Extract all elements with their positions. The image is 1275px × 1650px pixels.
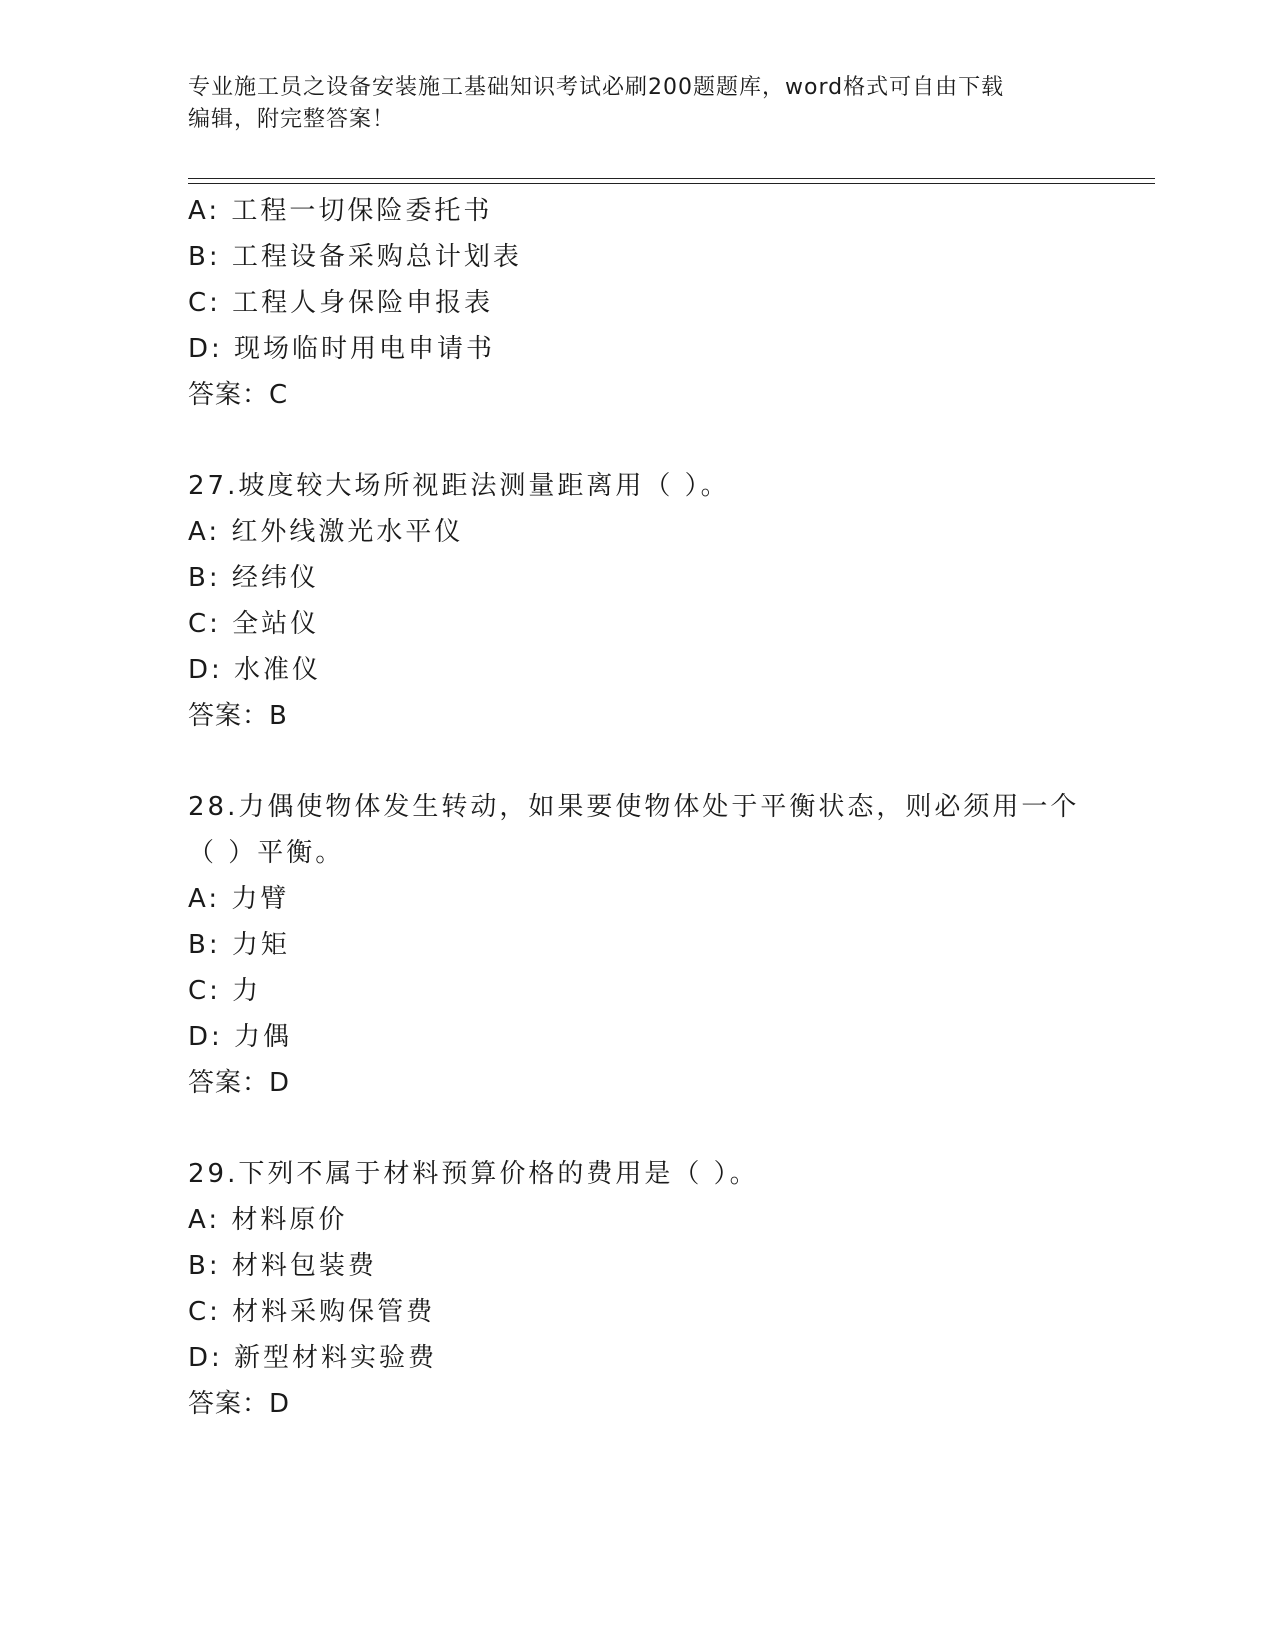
spacer <box>188 418 1148 463</box>
option-c: C: 力 <box>188 976 262 1006</box>
option-d: D: 新型材料实验费 <box>188 1343 438 1373</box>
option-a: A: 力臂 <box>188 884 290 914</box>
answer-line: 答案：D <box>188 1389 291 1419</box>
question-stem: 29.下列不属于材料预算价格的费用是（ ）。 <box>188 1159 759 1189</box>
answer-line: 答案：C <box>188 380 289 410</box>
header-rule-bottom <box>188 183 1155 184</box>
question-stem: 28.力偶使物体发生转动，如果要使物体处于平衡状态，则必须用一个 <box>188 792 1080 822</box>
header-rule-top <box>188 178 1155 179</box>
question-29 <box>188 1151 1148 1427</box>
option-d: D: 力偶 <box>188 1022 293 1052</box>
question-list <box>188 188 1148 1427</box>
option-b: B: 经纬仪 <box>188 563 319 593</box>
option-c: C: 全站仪 <box>188 609 320 639</box>
question-27 <box>188 463 1148 739</box>
option-b: B: 材料包装费 <box>188 1251 377 1281</box>
answer-line: 答案：B <box>188 701 288 731</box>
option-b: B: 工程设备采购总计划表 <box>188 242 522 272</box>
answer-line: 答案：D <box>188 1068 291 1098</box>
spacer <box>188 739 1148 784</box>
option-d: D: 现场临时用电申请书 <box>188 334 496 364</box>
question-26 <box>188 188 1148 418</box>
option-d: D: 水准仪 <box>188 655 322 685</box>
option-c: C: 材料采购保管费 <box>188 1297 436 1327</box>
question-stem: 27.坡度较大场所视距法测量距离用（ ）。 <box>188 471 730 501</box>
header-line-1: 专业施工员之设备安装施工基础知识考试必刷200题题库，word格式可自由下载 <box>188 75 1005 100</box>
spacer <box>188 1106 1148 1151</box>
question-stem-continued: （ ）平衡。 <box>188 838 345 868</box>
question-28 <box>188 784 1148 1106</box>
document-header <box>188 72 1068 136</box>
option-a: A: 材料原价 <box>188 1205 348 1235</box>
option-a: A: 红外线激光水平仪 <box>188 517 464 547</box>
header-line-2: 编辑，附完整答案！ <box>188 107 396 132</box>
option-c: C: 工程人身保险申报表 <box>188 288 494 318</box>
option-b: B: 力矩 <box>188 930 290 960</box>
option-a: A: 工程一切保险委托书 <box>188 196 493 226</box>
